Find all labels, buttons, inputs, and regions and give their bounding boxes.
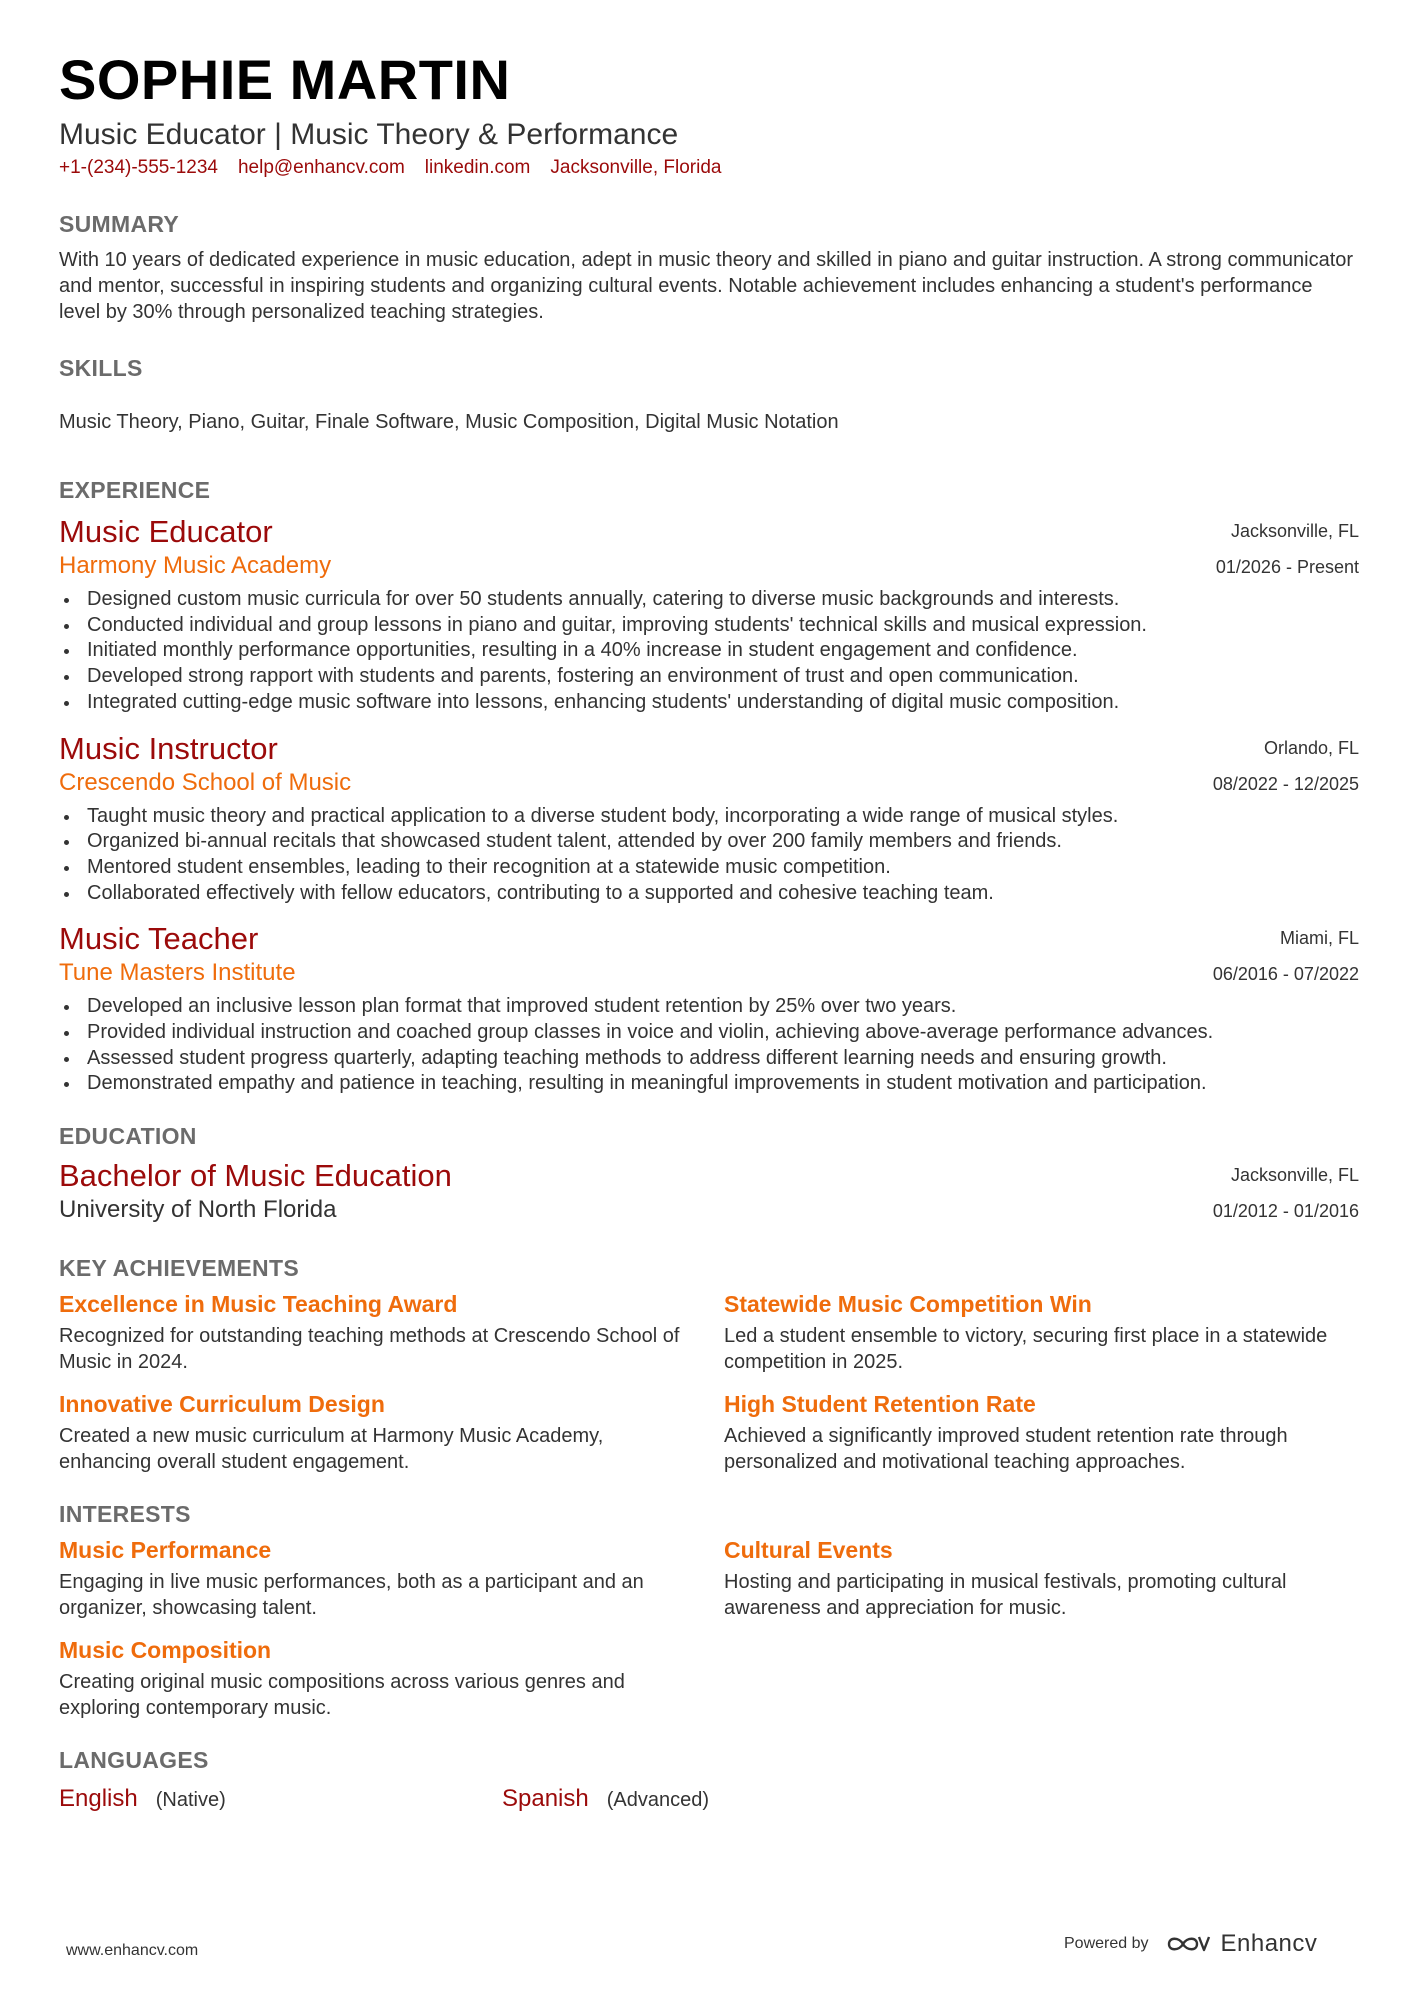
header <box>59 45 1359 181</box>
interest-title: Music Performance <box>59 1537 272 1564</box>
powered-by-label: Powered by <box>1064 1935 1149 1952</box>
job-bullets <box>59 994 1359 1097</box>
interest-title: Music Composition <box>59 1637 272 1664</box>
achievement-text: Created a new music curriculum at Harmony Music Academy, enhancing overall student engagement. <box>59 1425 604 1474</box>
footer-branding <box>1064 1930 1317 1958</box>
job-entry <box>59 920 1359 1097</box>
achievement-title: Innovative Curriculum Design <box>59 1391 385 1418</box>
job-bullets <box>59 587 1359 716</box>
language-level: (Advanced) <box>606 1789 710 1812</box>
bullet-item: Provided individual instruction and coached group classes in voice and violin, achieving above-average performance advances. <box>59 1020 1359 1046</box>
interest-item <box>59 1635 724 1721</box>
interests-section <box>59 1499 1359 1721</box>
achievements-section <box>59 1253 1359 1475</box>
bullet-item: Demonstrated empathy and patience in teaching, resulting in meaningful improvements in student motivation and participation. <box>59 1071 1359 1097</box>
skills-section <box>59 353 1359 435</box>
job-meta <box>1216 513 1359 579</box>
languages-title: LANGUAGES <box>59 1747 209 1774</box>
location-text: Jacksonville, Florida <box>550 157 722 178</box>
bullet-item: Conducted individual and group lessons in piano and guitar, improving students' technical skills and musical expression. <box>59 613 1359 639</box>
bullet-item: Integrated cutting-edge music software into lessons, enhancing students' understanding of digital music composition. <box>59 690 1359 716</box>
achievement-text: Achieved a significantly improved student retention rate through personalized and motivational teaching approaches. <box>724 1425 1288 1474</box>
achievements-grid <box>59 1289 1359 1475</box>
job-dates: 08/2022 - 12/2025 <box>1212 773 1359 794</box>
job-dates: 01/2026 - Present <box>1215 557 1359 577</box>
footer-website[interactable]: www.enhancv.com <box>66 1942 199 1959</box>
languages-section <box>59 1745 1359 1813</box>
job-title: Music Educator <box>59 514 273 549</box>
summary-title: SUMMARY <box>59 211 180 237</box>
education-dates: 01/2012 - 01/2016 <box>1212 1201 1359 1222</box>
bullet-item: Collaborated effectively with fellow educators, contributing to a supported and cohesive teaching team. <box>59 881 1359 907</box>
brand-name: Enhancv <box>1220 1930 1318 1957</box>
school: University of North Florida <box>59 1196 337 1224</box>
experience-title: EXPERIENCE <box>59 477 211 503</box>
achievement-title: Statewide Music Competition Win <box>724 1291 1092 1318</box>
skills-text: Music Theory, Piano, Guitar, Finale Software, Music Composition, Digital Music Notation <box>59 411 839 433</box>
interest-text: Hosting and participating in musical festivals, promoting cultural awareness and appreciation for music. <box>724 1571 1287 1620</box>
job-location: Miami, FL <box>1279 928 1359 949</box>
phone-link[interactable]: +1-(234)-555-1234 <box>59 157 218 178</box>
job-company: Tune Masters Institute <box>59 959 296 987</box>
achievement-item <box>59 1289 724 1375</box>
education-location: Jacksonville, FL <box>1230 1165 1359 1186</box>
interest-item <box>59 1535 724 1621</box>
linkedin-link[interactable]: linkedin.com <box>424 157 531 178</box>
headline: Music Educator | Music Theory & Performance <box>59 118 679 151</box>
bullet-item: Organized bi-annual recitals that showcased student talent, attended by over 200 family members and friends. <box>59 829 1359 855</box>
job-meta <box>1213 730 1359 796</box>
summary-section <box>59 209 1359 325</box>
achievement-title: Excellence in Music Teaching Award <box>59 1291 458 1318</box>
language-name: English <box>59 1785 138 1813</box>
bullet-item: Developed strong rapport with students and parents, fostering an environment of trust and open communication. <box>59 664 1359 690</box>
brand-logo[interactable] <box>1165 1930 1318 1958</box>
degree: Bachelor of Music Education <box>59 1158 452 1194</box>
job-title: Music Instructor <box>59 730 278 766</box>
education-entry <box>59 1157 1359 1225</box>
job-title: Music Teacher <box>59 921 259 957</box>
summary-text: With 10 years of dedicated experience in music education, adept in music theory and skilled in piano and guitar instruction. A strong communicator and mentor, successful in inspiring students and organizing cultural events. Notable achievement includes enhancing a student's performance level by 30% through personalized teaching strategies. <box>59 249 1354 323</box>
job-entry <box>59 513 1359 716</box>
job-dates: 06/2016 - 07/2022 <box>1212 964 1359 985</box>
language-item <box>502 1785 945 1813</box>
job-entry <box>59 730 1359 907</box>
bullet-item: Taught music theory and practical application to a diverse student body, incorporating a wide range of musical styles. <box>59 804 1359 830</box>
language-name: Spanish <box>502 1785 589 1813</box>
interest-text: Creating original music compositions across various genres and exploring contemporary music. <box>59 1671 625 1720</box>
language-item <box>59 1785 502 1813</box>
achievements-title: KEY ACHIEVEMENTS <box>59 1255 299 1282</box>
job-company: Crescendo School of Music <box>59 768 352 796</box>
job-company: Harmony Music Academy <box>59 552 332 579</box>
bullet-item: Designed custom music curricula for over 50 students annually, catering to diverse music backgrounds and interests. <box>59 587 1359 613</box>
interest-text: Engaging in live music performances, both as a participant and an organizer, showcasing talent. <box>59 1571 644 1620</box>
education-section <box>59 1121 1359 1225</box>
achievement-item <box>724 1389 1359 1475</box>
skills-title: SKILLS <box>59 355 143 381</box>
job-meta <box>1213 920 1359 986</box>
job-bullets <box>59 804 1359 907</box>
bullet-item: Developed an inclusive lesson plan format that improved student retention by 25% over two years. <box>59 994 1359 1020</box>
experience-section <box>59 475 1359 1097</box>
language-level: (Native) <box>155 1789 226 1812</box>
interests-grid <box>59 1535 1359 1721</box>
job-location: Jacksonville, FL <box>1230 521 1359 541</box>
enhancv-logo-icon <box>1165 1932 1211 1956</box>
achievement-text: Recognized for outstanding teaching methods at Crescendo School of Music in 2024. <box>59 1325 680 1374</box>
interests-title: INTERESTS <box>59 1501 191 1528</box>
resume-page <box>59 45 1359 1813</box>
job-location: Orlando, FL <box>1263 737 1359 758</box>
achievement-text: Led a student ensemble to victory, securing first place in a statewide competition in 2025. <box>724 1325 1328 1374</box>
languages-row <box>59 1785 1359 1813</box>
bullet-item: Assessed student progress quarterly, adapting teaching methods to address different learning needs and ensuring growth. <box>59 1046 1359 1072</box>
bullet-item: Mentored student ensembles, leading to their recognition at a statewide music competition. <box>59 855 1359 881</box>
bullet-item: Initiated monthly performance opportunities, resulting in a 40% increase in student engagement and confidence. <box>59 638 1359 664</box>
interest-title: Cultural Events <box>724 1537 893 1564</box>
education-meta <box>1213 1157 1359 1223</box>
candidate-name: SOPHIE MARTIN <box>59 48 511 111</box>
achievement-item <box>724 1289 1359 1375</box>
achievement-title: High Student Retention Rate <box>724 1391 1036 1418</box>
interest-item <box>724 1535 1359 1621</box>
achievement-item <box>59 1389 724 1475</box>
education-title: EDUCATION <box>59 1123 197 1150</box>
email-link[interactable]: help@enhancv.com <box>237 157 405 178</box>
contact-row <box>59 155 1359 181</box>
